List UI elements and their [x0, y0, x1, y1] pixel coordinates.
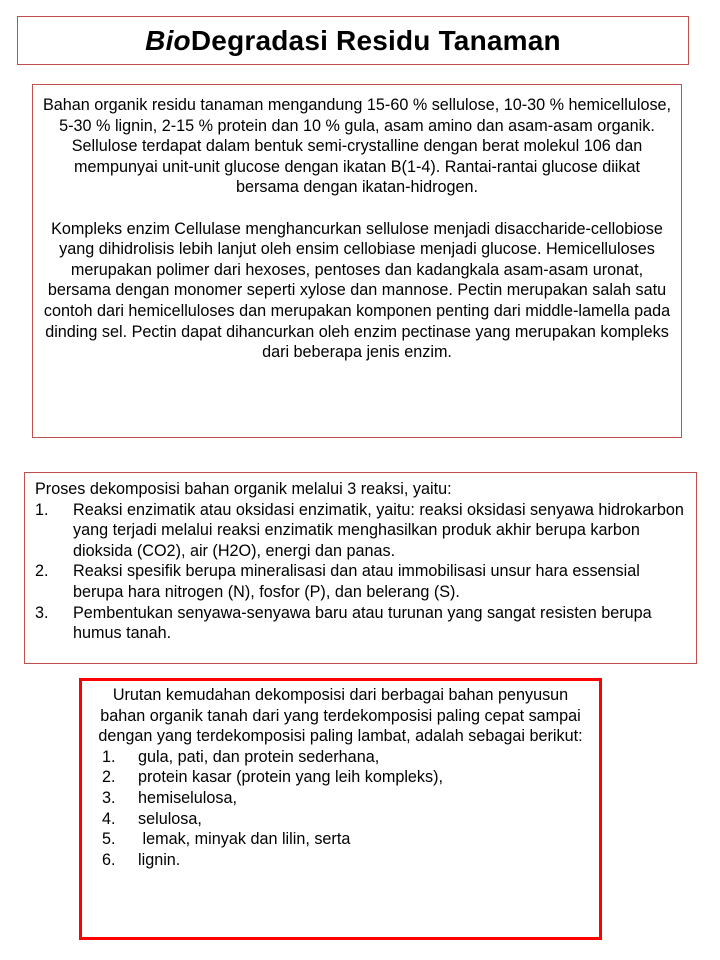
decomposition-order-box	[79, 678, 602, 940]
paragraph: Kompleks enzim Cellulase menghancurkan sellulose menjadi disaccharide-cellobiose yang dihidrolisis lebih lanjut oleh ensim cellobiase menjadi glucose. Hemicelluloses merupakan polimer dari hexoses, pentoses dan kadangkala asam-asam uronat, bersama dengan monomer seperti xylose dan mannose. Pectin merupakan salah satu contoh dari hemicelluloses dan merupakan komponen penting dari middle-lamella pada dinding sel. Pectin dapat dihancurkan oleh enzim pectinase yang merupakan kompleks dari beberapa jenis enzim.	[43, 219, 671, 362]
list-number: 3.	[102, 788, 116, 807]
residue-composition-box	[32, 84, 682, 438]
list-intro: Proses dekomposisi bahan organik melalui 3 reaksi, yaitu:	[35, 480, 452, 498]
list-item	[102, 788, 589, 809]
list-item	[35, 500, 686, 562]
list-number: 3.	[35, 603, 49, 622]
order-list	[102, 747, 589, 871]
list-item	[35, 561, 686, 602]
list-item	[102, 829, 589, 850]
title-prefix: Bio	[145, 24, 191, 56]
list-text: Reaksi spesifik berupa mineralisasi dan atau immobilisasi unsur hara essensial berupa hara nitrogen (N), fosfor (P), dan belerang (S).	[73, 562, 640, 601]
list-text: hemiselulosa,	[138, 788, 237, 807]
list-number: 4.	[102, 809, 116, 828]
list-intro: Urutan kemudahan dekomposisi dari berbagai bahan penyusun bahan organik tanah dari yang terdekomposisi paling cepat sampai dengan yang terdekomposisi paling lambat, adalah sebagai berikut:	[98, 686, 583, 746]
list-number: 1.	[35, 500, 49, 519]
list-text: selulosa,	[138, 809, 202, 828]
decomposition-reactions-box	[24, 472, 697, 664]
list-number: 2.	[35, 562, 49, 581]
list-text: Reaksi enzimatik atau oksidasi enzimatik, yaitu: reaksi oksidasi senyawa hidrokarbon yang terjadi melalui reaksi enzimatik menghasilkan produk akhir berupa karbon dioksida (CO2), air (H2O), energi dan panas.	[73, 500, 684, 560]
title-box	[17, 16, 689, 65]
list-text: lemak, minyak dan lilin, serta	[138, 830, 351, 849]
reaction-list	[35, 500, 686, 644]
list-text: protein kasar (protein yang leih kompleks),	[138, 768, 444, 787]
list-item	[35, 603, 686, 644]
list-number: 5.	[102, 830, 116, 849]
list-item	[102, 767, 589, 788]
list-item	[102, 809, 589, 830]
list-text: lignin.	[138, 850, 181, 869]
paragraph: Bahan organik residu tanaman mengandung 15-60 % sellulose, 10-30 % hemicellulose, 5-30 % lignin, 2-15 % protein dan 10 % gula, asam amino dan asam-asam organik. Sellulose terdapat dalam bentuk semi-crystalline dengan berat molekul 106 dan mempunyai unit-unit glucose dengan ikatan B(1-4). Rantai-rantai glucose diikat bersama dengan ikatan-hidrogen.	[42, 96, 672, 197]
list-text: gula, pati, dan protein sederhana,	[138, 747, 380, 766]
title-rest: Degradasi Residu Tanaman	[190, 24, 561, 56]
list-text: Pembentukan senyawa-senyawa baru atau turunan yang sangat resisten berupa humus tanah.	[73, 603, 652, 643]
list-number: 6.	[102, 850, 116, 869]
list-number: 1.	[102, 747, 116, 766]
list-item	[102, 747, 589, 768]
list-item	[102, 850, 589, 871]
list-number: 2.	[102, 768, 116, 787]
page-title	[145, 25, 561, 57]
